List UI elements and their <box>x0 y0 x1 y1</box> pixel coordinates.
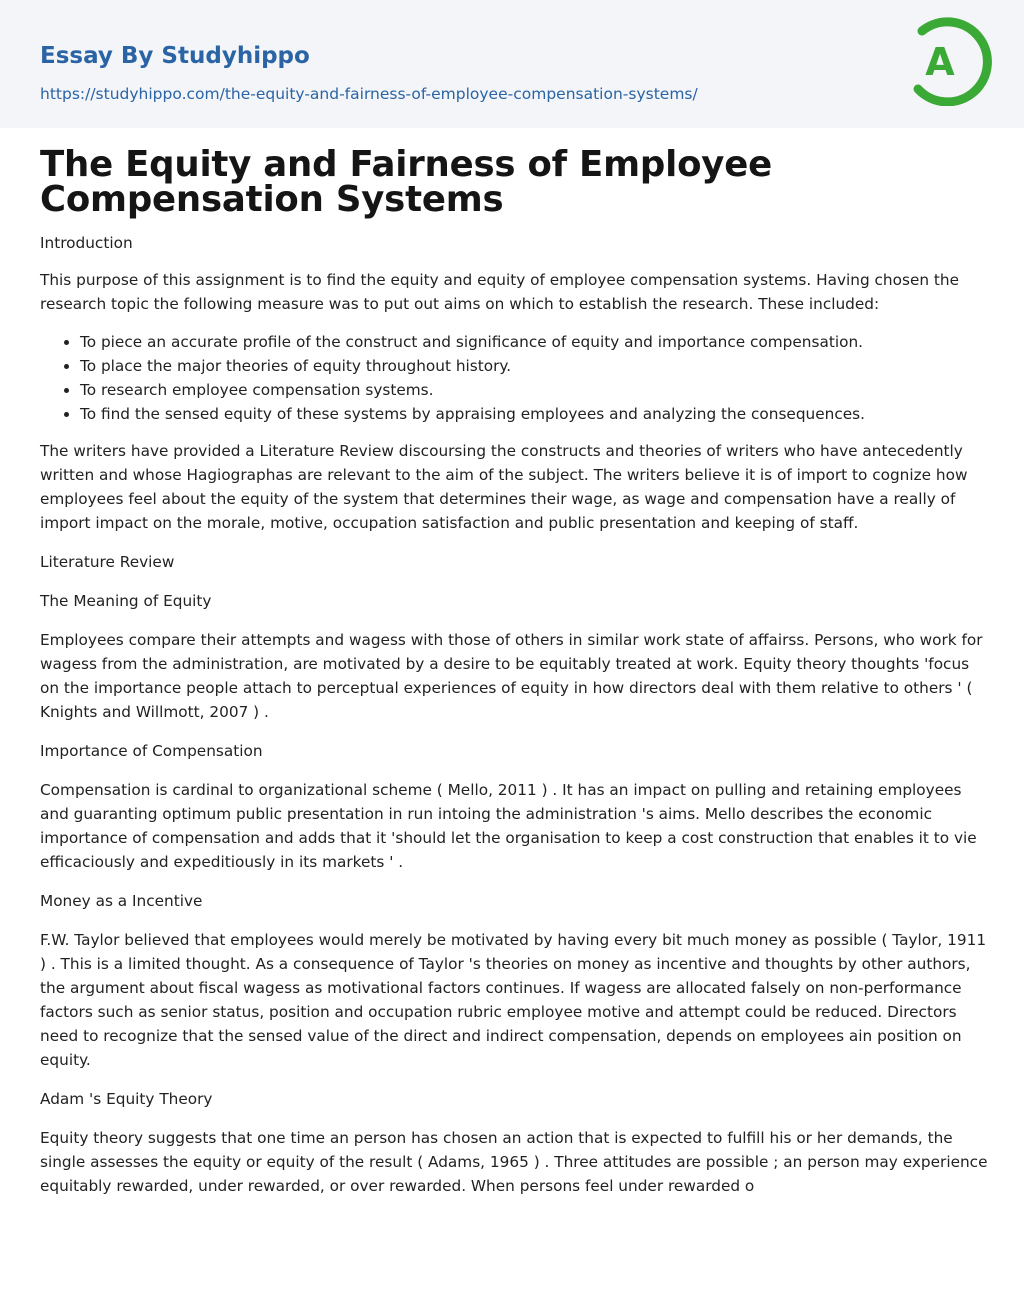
section-heading-introduction: Introduction <box>40 234 133 252</box>
list-item: • To find the sensed equity of these systems by appraising employees and analyzing the consequences. <box>80 402 988 426</box>
writers-paragraph: The writers have provided a Literature Review discoursing the constructs and theories of writers who have antecedently written and whose Hagiographas are relevant to the aim of the subject. The writers believe it is of import to cognize how employees feel about the equity of the system that determines their wage, as wage and compensation have a really of import impact on the morale, motive, occupation satisfaction and public presentation and keeping of staff. <box>40 442 968 532</box>
adam-paragraph: Equity theory suggests that one time an person has chosen an action that is expected to fulfill his or her demands, the single assesses the equity or equity of the result ( Adams, 1965 ) . Three attitudes are possible ; an person may experience equitably rewarded, under rewarded, or over rewarded. When persons feel under rewarded o <box>40 1129 988 1195</box>
intro-paragraph: This purpose of this assignment is to find the equity and equity of employee compensation systems. Having chosen the research topic the following measure was to put out aims on which to establish the research. These included: <box>40 271 960 313</box>
importance-paragraph: Compensation is cardinal to organizational scheme ( Mello, 2011 ) . It has an impact on pulling and retaining employees and guaranting optimum public presentation in run intoing the administration 's aims. Mello describes the economic importance of compensation and adds that it 'should let the organisation to keep a cost construction that enables it to vie efficaciously and expeditiously in its markets ' . <box>40 781 977 871</box>
list-item: • To research employee compensation systems. <box>80 378 988 402</box>
aims-list <box>40 330 988 426</box>
logo-letter: A <box>925 40 955 84</box>
essay-title: The Equity and Fairness of Employee Compensation Systems <box>40 144 772 220</box>
section-heading-meaning-of-equity: The Meaning of Equity <box>40 592 212 610</box>
site-header <box>0 0 1024 128</box>
money-paragraph: F.W. Taylor believed that employees would merely be motivated by having every bit much money as possible ( Taylor, 1911 ) . This is a limited thought. As a consequence of Taylor 's theories on money as incentive and thoughts by other authors, the argument about fiscal wagess as motivational factors continues. If wagess are allocated falsely on non-performance factors such as senior status, position and occupation rubric employee motive and attempt could be reduced. Directors need to recognize that the sensed value of the direct and indirect compensation, depends on employees ain position on equity. <box>40 931 987 1069</box>
section-heading-adams-equity-theory: Adam 's Equity Theory <box>40 1090 213 1108</box>
essay-url-link[interactable]: https://studyhippo.com/the-equity-and-fairness-of-employee-compensation-systems/ <box>40 85 698 103</box>
essay-body <box>40 144 988 1198</box>
studyhippo-logo-icon[interactable] <box>900 14 992 106</box>
meaning-paragraph: Employees compare their attempts and wagess with those of others in similar work state of affairss. Persons, who work for wagess from the administration, are motivated by a desire to be equitably treated at work. Equity theory thoughts 'focus on the importance people attach to perceptual experiences of equity in how directors deal with them relative to others ' ( Knights and Willmott, 2007 ) . <box>40 631 983 721</box>
section-heading-money-as-incentive: Money as a Incentive <box>40 892 203 910</box>
brand-name[interactable]: Essay By Studyhippo <box>40 43 310 69</box>
section-heading-literature-review: Literature Review <box>40 553 175 571</box>
section-heading-importance-of-compensation: Importance of Compensation <box>40 742 263 760</box>
list-item: • To place the major theories of equity throughout history. <box>80 354 988 378</box>
list-item: • To piece an accurate profile of the construct and significance of equity and importance compensation. <box>80 330 988 354</box>
